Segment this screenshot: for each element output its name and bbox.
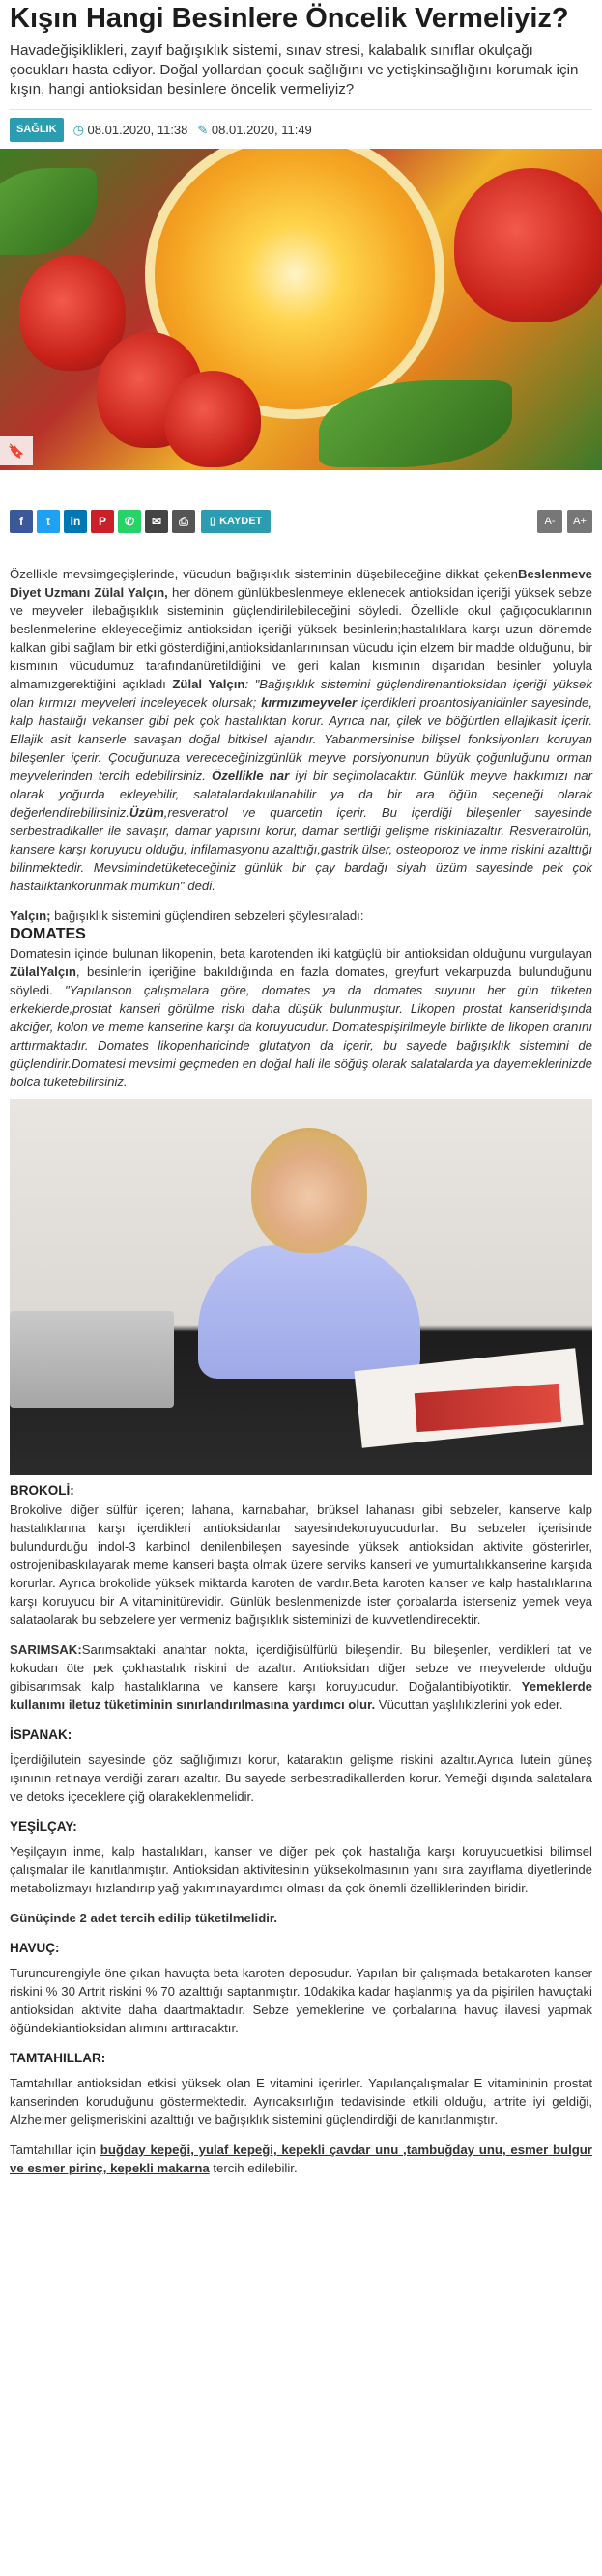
hero-strawberry — [164, 371, 261, 467]
paragraph-intro: Özellikle mevsimgeçişlerinde, vücudun bağışıklık sisteminin düşebileceğine dikkat çekenBeslenmeve Diyet Uzmanı Zülal Yalçın, her dönem günlükbeslenmeye eklenecek antioksidan içeriği yüksek sebze ve meyveler ilebağışıklık sisteminin güçlendirilebileceğini söyledi. Özellikle okul çağıçocuklarının beslenmelerine ekleyeceğimiz antioksidan içeriği yüksek besinlerin;hastalıklara karşı uzun dönemde kalkan gibi sağlam bir etki gösterdiğini,antioksidanlarınınsan vücudu için elzem bir madde olduğunu, bir kısmının vücudumuz tarafındanüretildiğini ve geri kalan kısmının dışarıdan besinler yoluyla almamızgerektiğini açıkladı Zülal Yalçın: "Bağışıklık sistemini güçlendirenantioksidan içeriği yüksek olan kırmızı meyveleri inceleyecek olursak; kırmızımeyveler içerdikleri proantosiyanidinler sayesinde, kalp hastalığı vekanser gibi pek çok hastalıktan korur. Ayrıca nar, çilek ve böğürtlen ellajikasit içerir. Ellajik asit kanserle savaşan doğal bitkisel ajandır. Yabanmersinise bilişsel fonksiyonları koruyan bileşenler içerir. Çocuğunuza verececeğinizgünlük meyve porsiyonunun büyük çoğunluğunu orman meyvelerinden tercih edebilirsiniz. Özellikle nar iyi bir seçimolacaktır. Günlük meyve hakkımızı nar olarak yoğurda ekleyebilir, salatalardakullanabilir ya da bir ara öğün seçeneği olarak değerlendirebilirsiniz.Üzüm,resveratrol ve quarcetin içerir. Bu içerdiği bileşenler sayesinde serbestradikaller ile savaşır, damar yapısını korur, damar sertliği gelişme riskiniazaltır. Resveratrolün, kansere karşı koruyucu olduğu, infilamasyonu azalttığı,gastrik ülser, osteoporoz ve inme riskini azalttığı bilinmektedir. Mevsimindetüketeceğiniz günlük bir çay bardağı siyah üzüm sayesinde pek çok hastalıktankorunmak mümkün" dedi. — [10, 567, 592, 893]
paragraph-yesilcay-note: Günüçinde 2 adet tercih edilip tüketilmelidir. — [10, 1911, 277, 1925]
photo-laptop — [10, 1311, 174, 1408]
article-title: Kışın Hangi Besinlere Öncelik Vermeliyiz? — [10, 3, 569, 34]
font-increase-button[interactable]: A+ — [567, 510, 592, 533]
published-date: ◷ 08.01.2020, 11:38 — [72, 122, 188, 137]
article-meta — [10, 110, 592, 149]
facebook-icon[interactable]: f — [10, 510, 33, 533]
heading-tamtahillar: TAMTAHILLAR: — [10, 2051, 106, 2065]
article-page — [0, 2, 602, 2177]
paragraph-yesilcay: Yeşilçayın inme, kalp hastalıkları, kanser ve diğer pek çok hastalığa karşı koruyucuetkisi bilimsel çalışmalar ile kanıtlanmıştır. Antioksidan aktivitesinin yüksekolmasının yanı sıra zayıflama diyetlerinde metabolizmayı hızlandırıp yağ yakımınayardımcı olması da çok önemli özelliklerinden biridir. — [10, 1844, 592, 1895]
bookmark-icon: ▯ — [210, 515, 216, 527]
email-icon[interactable]: ✉ — [145, 510, 168, 533]
paragraph-tamtahillar: Tamtahıllar antioksidan etkisi yüksek olan E vitamini içerirler. Yapılançalışmalar E vitamininin prostat kanserinden koruduğunu göstermektedir. Ayrıcaksırlığın tedavisinde etkili olduğu, artrite iyi geldiği, Alzheimer gelişmeriskini azalttığı ve bağışıklık sistemini güçlendirdiği de kanıtlanmıştır. — [10, 2076, 592, 2127]
article-spot: Havadeğişiklikleri, zayıf bağışıklık sistemi, sınav stresi, kalabalık sınıflar okulçağı çocukları hasta ediyor. Doğal yollardan çocuk sağlığını ve yetişkinsağlığını korumak için kışın, hangi antioksidan besinlere öncelik vermeliyiz? — [10, 42, 592, 110]
font-decrease-button[interactable]: A- — [537, 510, 562, 533]
paragraph-brokoli: Brokolive diğer sülfür içeren; lahana, karnabahar, brüksel lahanası gibi sebzeler, kanserve kalp hastalıklarına karşı içerdikleri antioksidanlar sayesindekoruyucudurlar. Bu sebzeler içerisinde bulundurduğu indol-3 karbinol denilenbileşen sayesinde yüksek antioksidan aktivite gösterirler, ostrojenibaskılayarak meme kanseri başta olmak üzere serviks kanseri ve yumurtalıkkanserine karşıda korurlar. Ayrıca brokolide yüksek miktarda karoten de vardır.Beta karoten kanser ve kalp hastalıklarına karşı koruyucu bir A vitaminitürevidir. Günlük beslenmenizde ister çorbalarda isterseniz yemek veya salataolarak bu sebzelere yer vermeniz bağışıklık sisteminizi de kuvvetlendirecektir. — [10, 1502, 592, 1627]
linkedin-icon[interactable]: in — [64, 510, 87, 533]
heading-brokoli: BROKOLİ: — [10, 1483, 74, 1498]
paragraph-vegetables-intro: Yalçın; bağışıklık sistemini güçlendiren sebzeleri şöylesıraladı: — [10, 909, 364, 923]
pinterest-icon[interactable]: P — [91, 510, 114, 533]
article-body — [10, 565, 592, 2177]
updated-date: ✎ 08.01.2020, 11:49 — [197, 122, 312, 137]
hero-leaf — [0, 168, 97, 255]
heading-ispanak: İSPANAK: — [10, 1727, 72, 1742]
photo-person-head — [251, 1128, 367, 1253]
paragraph-sarimsak: SARIMSAK:Sarımsaktaki anahtar nokta, içerdiğisülfürlü bileşendir. Bu bileşenler, verdikleri tat ve kokudan öte pek çokhastalık riskini de azaltır. Antioksidan diğer sebze ve meyvelerde olduğu gibisarımsak kalp hastalıklarına ve kansere karşı koruyucudur. Doğalantibiyotiktir. Yemeklerde kullanımı iletuz tüketiminin sınırlandırılmasına yardımcı olur. Vücuttan yaşlılıkizlerini yok eder. — [10, 1642, 592, 1712]
hero-fruit — [454, 168, 602, 322]
heading-domates: DOMATES — [10, 926, 86, 942]
edit-icon: ✎ — [197, 122, 209, 137]
save-button[interactable]: ▯ KAYDET — [201, 510, 271, 533]
share-bar — [10, 507, 592, 536]
clock-icon: ◷ — [72, 122, 84, 137]
paragraph-domates: Domatesin içinde bulunan likopenin, beta karotenden iki katgüçlü bir antioksidan olduğunu vurgulayan ZülalYalçın, besinlerin içeriğine bakıldığında en fazla domates, greyfurt vekarpuzda bulunduğunu söyledi. "Yapılanson çalışmalara göre, domates ya da domates suyunu her gün tüketen erkeklerde,prostat kanseri görülme riski daha düşük bulunmuştur. Likopen prostat kanseridışında akciğer, kolon ve meme kanserine karşı da koruyucudur. Domatespişirilmeyle birlikte de likopen oranını arttırmaktadır. Domates likopenharicinde glutatyon da içerir, bu sayede bağışıklık sistemini de güçlendirir.Domatesi mevsimi geçmeden en doğal hali ile söğüş olarak salatalarda ya dayemeklerinizde bolca tüketebilirsiniz. — [10, 946, 592, 1089]
print-icon[interactable]: ⎙ — [172, 510, 195, 533]
whatsapp-icon[interactable]: ✆ — [118, 510, 141, 533]
paragraph-tamtahillar-list: Tamtahıllar için buğday kepeği, yulaf kepeği, kepekli çavdar unu ,tambuğday unu, esmer bulgur ve esmer pirinç, kepekli makarna tercih edilebilir. — [10, 2142, 592, 2175]
paragraph-ispanak: İçerdiğilutein sayesinde göz sağlığımızı korur, kataraktın gelişme riskini azaltır.Ayrıca lutein güneş ışınının retinaya verdiği zararı azaltır. Bu sayede serbestradikallerden korur. Yemeği dışında salatalara ve detoks içeceklere çiğ olarakeklenmelidir. — [10, 1752, 592, 1804]
bookmark-icon[interactable]: 🔖 — [0, 436, 33, 465]
hero-image — [0, 149, 602, 470]
expert-photo — [10, 1099, 592, 1475]
paragraph-havuc: Turuncurengiyle öne çıkan havuçta beta karoten deposudur. Yapılan bir çalışmada betakaroten kanser riskini % 30 Artrit riskini % 70 azalttığı saptanmıştır. 10dakika kadar haşlanmış ya da pişirilen havuçtaki antioksidan aktivite daha daartmaktadır. Sebze yemeklerine ve çorbalarına havuç ilavesi yapmak öğündekiantioksidan alımını arttıracaktır. — [10, 1966, 592, 2035]
heading-yesilcay: YEŞİLÇAY: — [10, 1819, 77, 1834]
category-badge[interactable]: SAĞLIK — [10, 118, 64, 142]
photo-person — [198, 1244, 420, 1379]
twitter-icon[interactable]: t — [37, 510, 60, 533]
heading-havuc: HAVUÇ: — [10, 1941, 60, 1955]
font-size-controls — [537, 510, 592, 533]
